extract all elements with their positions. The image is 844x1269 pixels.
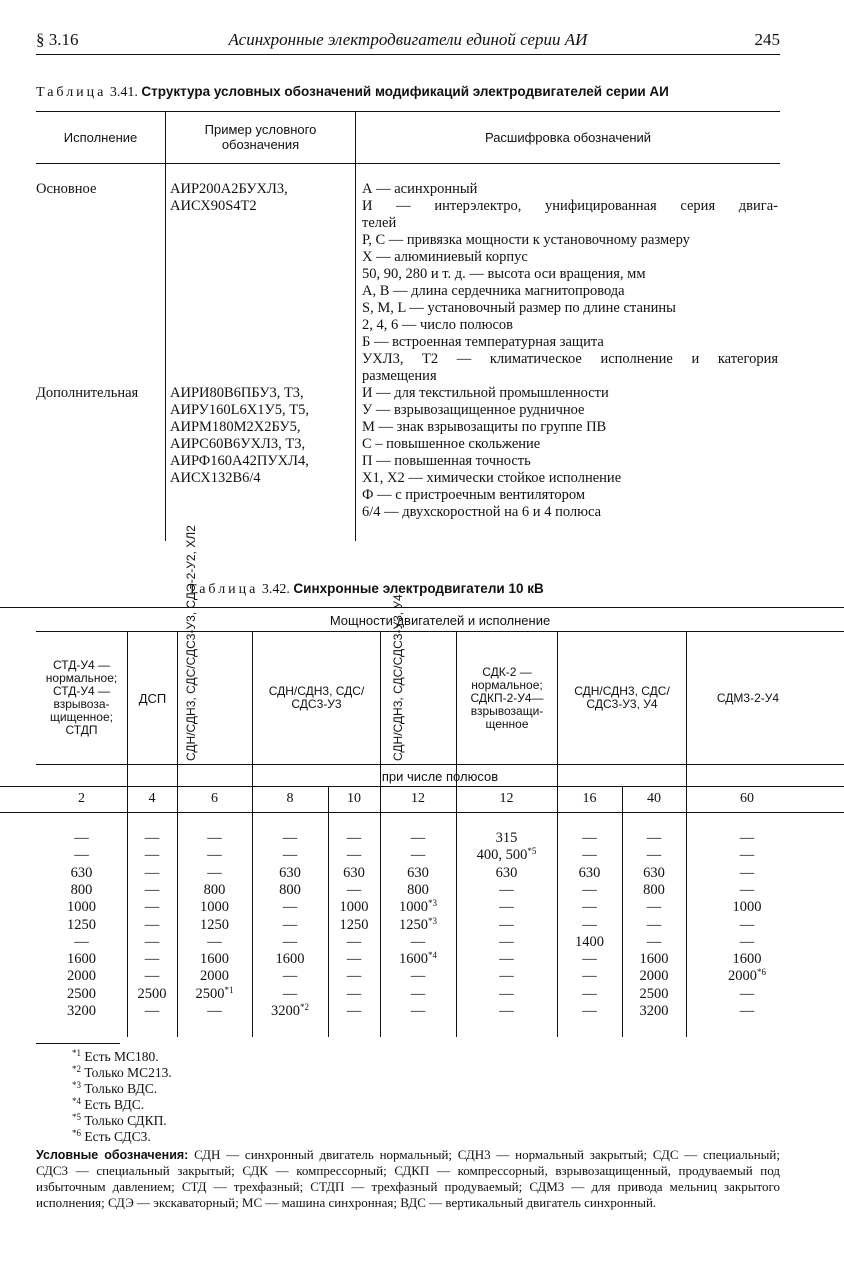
power-value: 800 [203, 881, 226, 898]
power-value: — [739, 1003, 755, 1019]
top-header: Мощности двигателей и исполнение [329, 612, 551, 628]
caption-number: 3.42. [261, 582, 290, 597]
text-line: 2, 4, 6 — число полюсов [362, 317, 514, 333]
power-value: 1000 [67, 899, 96, 916]
power-value: — [346, 968, 362, 985]
group-header-sdm: СДМ3-2-У4 [716, 690, 780, 705]
text-line: У — взрывозащищенное рудничное [362, 402, 585, 418]
caption-title: Синхронные электродвигатели 10 кВ [293, 581, 544, 596]
power-value: — [410, 1003, 426, 1019]
text-line: Б — встроенная температурная защита [362, 334, 604, 350]
caption-label: Таблица [188, 582, 259, 597]
power-value: 2500 [639, 985, 669, 1002]
power-value: — [144, 951, 160, 968]
power-value: 1600 [275, 951, 305, 968]
text-line: АИРМ180М2Х2БУ5, [170, 419, 301, 435]
text-line: телей [362, 215, 397, 231]
pole-count: 10 [347, 791, 361, 806]
power-value: — [646, 933, 662, 950]
power-value: 1000 [732, 899, 762, 916]
power-value: — [207, 830, 222, 846]
power-value: — [282, 899, 298, 916]
footnote: $^{*5}$ Только СДКП. [72, 1112, 167, 1128]
power-value: — [646, 916, 662, 933]
power-value: 1250 [200, 916, 229, 933]
power-value: — [739, 881, 755, 898]
power-value: — [499, 985, 514, 1002]
group-header-sdk: СДК-2 — нормальное; СДКП-2-У4— взрывозащи-щенное [470, 664, 544, 731]
footnote: $^{*1}$ Есть МС180. [72, 1048, 159, 1064]
text-line: размещения [362, 368, 437, 384]
legend-label: Условные обозначения: [36, 1148, 189, 1162]
text-line: С – повышенное скольжение [362, 436, 541, 452]
text-line: АИСХ132В6/4 [170, 470, 261, 486]
power-value: — [207, 1003, 222, 1019]
group-header-dsp: ДСП [138, 690, 167, 706]
caption-label: Таблица [36, 85, 107, 100]
power-value: — [582, 985, 597, 1002]
power-value: — [646, 899, 662, 916]
power-value: 630 [578, 864, 601, 881]
power-value: 800 [643, 881, 665, 898]
power-value: — [144, 968, 160, 985]
legend [36, 1147, 780, 1211]
row-extra-execution: Дополнительная [36, 385, 139, 401]
row-main-execution: Основное [36, 181, 97, 197]
header-execution: Исполнение [63, 130, 138, 145]
pole-count: 16 [582, 791, 597, 806]
group-header-std: СТД-У4 — нормальное; СТД-У4 — взрывоза-щищенное; СТДП [45, 658, 118, 737]
power-value: — [144, 1003, 160, 1019]
power-value: — [207, 847, 222, 864]
power-value: — [410, 985, 426, 1002]
power-value: — [582, 847, 597, 864]
power-value: 1400 [575, 933, 604, 950]
power-value: — [499, 899, 514, 916]
footnote: $^{*6}$ Есть СДС3. [72, 1128, 151, 1144]
text-line: Р, С — привязка мощности к установочному размеру [362, 232, 690, 248]
caption-number: 3.41. [109, 85, 138, 100]
power-value: — [582, 916, 597, 933]
text-line: А, В — длина сердечника магнитопровода [362, 283, 625, 299]
text-line: А — асинхронный [362, 181, 478, 197]
pole-count: 60 [740, 791, 754, 806]
power-value: 3200$^{*2}$ [271, 1002, 309, 1019]
power-value: 1600 [200, 951, 229, 968]
table-341 [36, 111, 780, 541]
power-value: — [144, 933, 160, 950]
running-title: Асинхронные электродвигатели единой серии АИ [228, 30, 588, 49]
text-line: 6/4 — двухскоростной на 6 и 4 полюса [362, 504, 602, 520]
power-value: 1000 [200, 899, 229, 916]
power-value: — [582, 968, 597, 985]
text-line: Х — алюминиевый корпус [362, 249, 528, 265]
power-value: — [144, 899, 160, 916]
power-value: 1250 [67, 916, 96, 933]
text-line: S, M, L — установочный размер по длине станины [362, 300, 676, 316]
power-value: — [646, 847, 662, 864]
power-value: 2500 [67, 985, 96, 1002]
group-header-sdn-sde: СДН/СДН3, СДС/СДС3-У3, СДЭ-2-У2, ХЛ2 [184, 525, 198, 761]
text-line: АИРФ160А42ПУХЛ4, [170, 453, 309, 469]
power-value: 800 [407, 881, 429, 898]
power-value: — [410, 847, 426, 864]
power-value: 2500 [137, 985, 167, 1002]
power-value: — [582, 951, 597, 968]
power-value: — [144, 881, 160, 898]
row-main-decoding [362, 181, 778, 385]
power-value: 800 [279, 881, 301, 898]
power-value: — [739, 933, 755, 950]
row-main-examples [170, 181, 288, 215]
power-value: 400, 500$^{*5}$ [476, 846, 537, 864]
power-value: 1250$^{*3}$ [399, 915, 437, 933]
power-value: — [739, 916, 755, 933]
group-header-sdn-8-10: СДН/СДН3, СДС/СДС3-У3 [268, 684, 365, 711]
power-value: 2000$^{*6}$ [728, 967, 766, 985]
text-line: Х1, Х2 — химически стойкое исполнение [362, 470, 622, 486]
page-header [36, 26, 780, 55]
row-extra-examples [170, 385, 309, 487]
power-value: 1600 [639, 951, 669, 968]
power-value: — [74, 847, 89, 864]
power-value: — [582, 830, 597, 846]
text-line: М — знак взрывозащиты по группе ПВ [362, 419, 607, 435]
header-example: Пример условного обозначения [204, 122, 317, 152]
power-value: — [346, 881, 362, 898]
power-value: — [282, 968, 298, 985]
power-value: — [410, 933, 426, 950]
text-line: И — для текстильной промышленности [362, 385, 609, 401]
text-line: АИР200А2БУХЛ3, [170, 181, 288, 197]
power-value: — [282, 830, 298, 846]
pole-count: 2 [78, 791, 85, 806]
row-extra-decoding [362, 385, 778, 521]
power-value: 630 [279, 864, 301, 881]
power-value: 1600 [67, 951, 96, 968]
footnote: $^{*3}$ Только ВДС. [72, 1080, 158, 1096]
power-value: — [499, 951, 514, 968]
power-value: — [74, 830, 89, 846]
group-header-sdn-12: СДН/СДН3, СДС/СДС3-У3, У4 [391, 594, 405, 761]
pole-count: 4 [148, 791, 156, 806]
power-value: 1000$^{*3}$ [399, 898, 437, 916]
power-value: — [646, 830, 662, 846]
text-line: П — повышенная точность [362, 453, 531, 469]
power-value: 1250 [339, 916, 369, 933]
power-value: — [282, 847, 298, 864]
power-value: 630 [343, 864, 365, 881]
power-value: 3200 [67, 1003, 96, 1019]
power-value: 630 [643, 864, 665, 881]
notes [36, 1043, 780, 1211]
power-value: 2000 [67, 968, 96, 985]
power-value: 2000 [639, 968, 669, 985]
power-value: — [499, 1003, 514, 1019]
power-value: — [739, 847, 755, 864]
power-value: 630 [407, 864, 429, 881]
power-value: — [282, 985, 298, 1002]
power-value: — [144, 864, 160, 881]
power-value: — [739, 830, 755, 846]
power-value: — [346, 985, 362, 1002]
pole-count: 6 [211, 791, 218, 806]
power-value: — [144, 830, 160, 846]
power-value: 630 [495, 864, 518, 881]
power-value: — [582, 1003, 597, 1019]
pole-count: 12 [499, 791, 514, 806]
power-value: 3200 [639, 1003, 669, 1019]
text-line: И — интерэлектро, унифицированная серия двига- [362, 198, 778, 214]
power-value: 2500$^{*1}$ [195, 984, 234, 1002]
table-342-caption [188, 581, 544, 598]
power-value: 2000 [200, 968, 229, 985]
power-value: — [144, 916, 160, 933]
power-value: — [499, 881, 514, 898]
power-value: 315 [495, 830, 518, 846]
power-value: — [499, 968, 514, 985]
text-line: АИРИ80В6ПБУ3, Т3, [170, 385, 304, 401]
power-value: — [582, 899, 597, 916]
power-value: — [739, 985, 755, 1002]
pole-count: 40 [647, 791, 661, 806]
power-value: — [499, 916, 514, 933]
power-value: — [346, 1003, 362, 1019]
legend-text: СДН — синхронный двигатель нормальный; СДН3 — нормальный закрытый; СДС — специальный; СДС3 — специальный закрытый; СДК — компрессорный; СДКП — компрессорный, взрывозащищенный, продуваемый под избыточным давлением; СТД — трехфазный; СТДП — трехфазный продуваемый; СДМ3 — для привода мельниц закрытого исполнения; СДЭ — экскаваторный; МС — машина синхронная; ВДС — вертикальный двигатель синхронный. [36, 1147, 780, 1210]
power-value: 1000 [339, 899, 369, 916]
text-line: 50, 90, 280 и т. д. — высота оси вращения, мм [362, 266, 646, 282]
page-number: 245 [754, 30, 780, 49]
power-value: — [207, 933, 222, 950]
power-value: — [499, 933, 514, 950]
group-header-sdn-16-40: СДН/СДН3, СДС/СДС3-У3, У4 [574, 684, 670, 711]
power-value: — [410, 968, 426, 985]
power-value: — [282, 933, 298, 950]
power-value: — [410, 830, 426, 846]
text-line: АИСХ90S4Т2 [170, 198, 257, 214]
section-number: § 3.16 [36, 30, 79, 49]
footnote-list [36, 1049, 780, 1145]
power-value: 1600 [732, 951, 762, 968]
footnote: $^{*4}$ Есть ВДС. [72, 1096, 145, 1112]
power-value: — [582, 881, 597, 898]
power-value: 630 [70, 864, 93, 881]
power-value: — [346, 933, 362, 950]
power-value: — [207, 864, 222, 881]
power-value: 800 [70, 881, 93, 898]
text-line: УХЛ3, Т2 — климатическое исполнение и категория [362, 351, 778, 367]
power-value: — [346, 951, 362, 968]
power-value: 1600$^{*4}$ [399, 950, 437, 968]
text-line: АИРС60В6УХЛ3, Т3, [170, 436, 306, 452]
power-value: — [282, 916, 298, 933]
text-line: АИРУ160L6Х1У5, Т5, [170, 402, 309, 418]
poles-label: при числе полюсов [381, 768, 499, 784]
table-341-caption [36, 84, 669, 101]
header-decoding: Расшифровка обозначений [484, 130, 652, 145]
caption-title: Структура условных обозначений модификаций электродвигателей серии АИ [141, 84, 669, 99]
power-value: — [144, 847, 160, 864]
pole-count: 12 [411, 791, 425, 806]
power-value: — [739, 864, 755, 881]
power-value: — [346, 830, 362, 846]
footnote: $^{*2}$ Только МС213. [72, 1064, 172, 1080]
power-value: — [74, 933, 89, 950]
text-line: Ф — с пристроечным вентилятором [362, 487, 586, 503]
pole-count: 8 [286, 791, 294, 806]
power-value: — [346, 847, 362, 864]
